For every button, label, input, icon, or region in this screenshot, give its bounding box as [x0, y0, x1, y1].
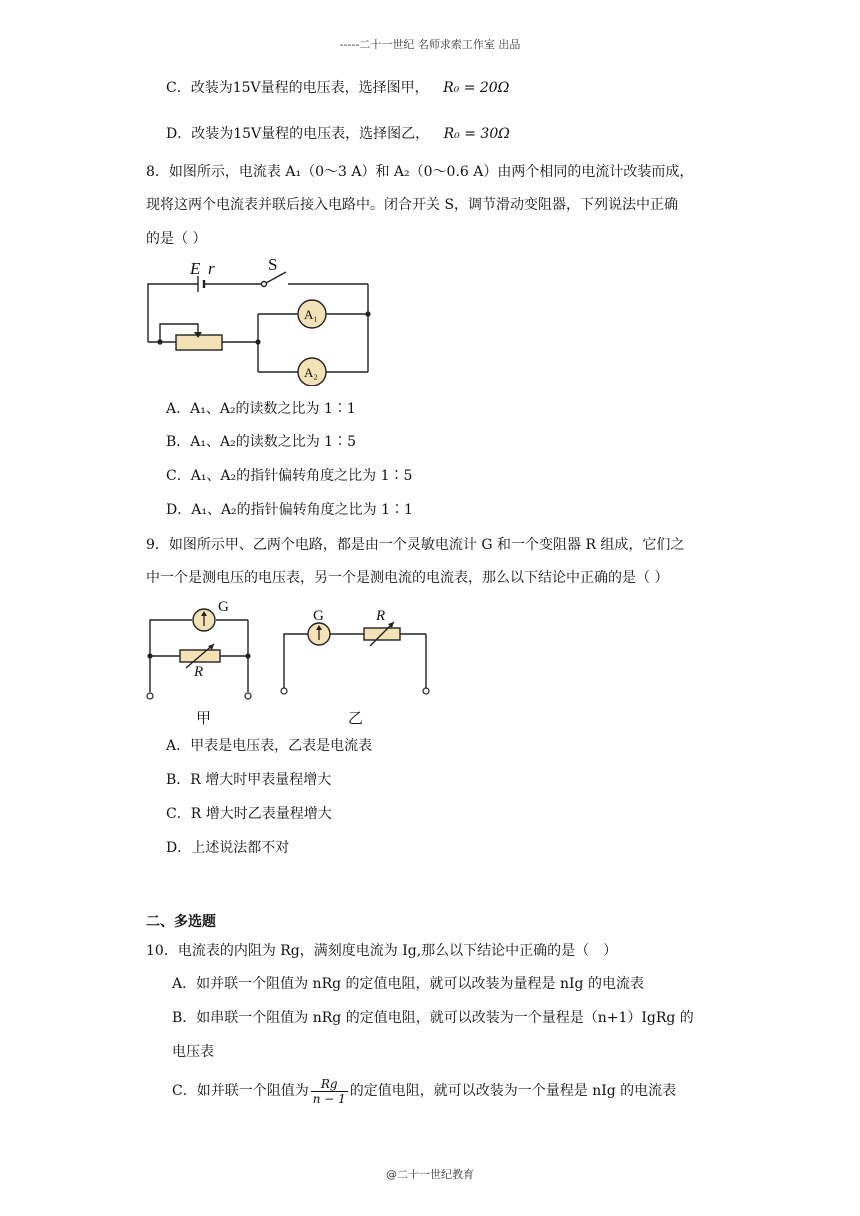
page-footer: @二十一世纪教育: [386, 1168, 474, 1181]
q7-option-d-formula: R₀ = 30Ω: [443, 126, 510, 142]
q7-option-d: [166, 124, 510, 144]
q8-option-c: C．A₁、A₂的指针偏转角度之比为 1∶5: [166, 468, 413, 484]
label-r: r: [208, 259, 215, 278]
galvanometer-g-label-jia: G: [218, 599, 229, 615]
circuit-yi-label: 乙: [348, 711, 364, 727]
label-s: S: [268, 256, 278, 274]
q8-option-d: D．A₁、A₂的指针偏转角度之比为 1∶1: [166, 502, 413, 518]
q7-option-c: [166, 78, 509, 98]
q9-option-b: B．R 增大时甲表量程增大: [166, 772, 332, 788]
circuit-jia-label: 甲: [196, 711, 212, 727]
q10-option-c: [172, 1071, 676, 1111]
q8-option-a: A．A₁、A₂的读数之比为 1∶1: [166, 401, 356, 417]
ammeter-a1-label: A₁: [304, 307, 318, 322]
q10-option-c-after: 的定值电阻，就可以改装为一个量程是 nIg 的电流表: [349, 1083, 677, 1099]
q8-stem-line-2: 现将这两个电流表并联后接入电路中。闭合开关 S，调节滑动变阻器，下列说法中正确: [146, 197, 679, 213]
q9-stem-line-2: 中一个是测电压的电压表，另一个是测电流的电流表，那么以下结论中正确的是（ ）: [146, 570, 669, 586]
q9-stem-line-1: 9．如图所示甲、乙两个电路，都是由一个灵敏电流计 G 和一个变阻器 R 组成，它们之: [146, 537, 685, 553]
q9-option-d: D．上述说法都不对: [166, 840, 290, 856]
q10-option-a: A．如并联一个阻值为 nRg 的定值电阻，就可以改装为量程是 nIg 的电流表: [172, 976, 644, 992]
q8-option-b: B．A₁、A₂的读数之比为 1∶5: [166, 434, 356, 450]
resistor-r-label-yi: R: [376, 608, 386, 624]
q7-option-d-text: 改装为15V量程的电压表，选择图乙，: [191, 126, 430, 142]
q10-stem: 10．电流表的内阻为 Rg，满刻度电流为 Ig,那么以下结论中正确的是（ ）: [146, 943, 618, 959]
label-e: E: [190, 259, 201, 278]
q7-option-d-letter: D．: [166, 126, 192, 142]
q8-stem-line-1: 8．如图所示，电流表 A₁（0～3 A）和 A₂（0～0.6 A）由两个相同的电流计改装而成，: [146, 164, 694, 180]
page-header: -----二十一世纪 名师求索工作室 出品: [339, 38, 521, 51]
q8-circuit-diagram: [140, 256, 380, 386]
q10-option-c-before: C．如并联一个阻值为: [172, 1083, 309, 1099]
section-heading: 二、多选题: [146, 914, 216, 930]
q9-option-c: C．R 增大时乙表量程增大: [166, 806, 332, 822]
galvanometer-g-label-yi: G: [313, 608, 324, 624]
q7-option-c-formula: R₀ = 20Ω: [443, 80, 510, 96]
fraction-numerator: Rg: [311, 1077, 348, 1092]
q9-option-a: A．甲表是电压表，乙表是电流表: [166, 738, 373, 754]
q7-option-c-text: 改装为15V量程的电压表，选择图甲，: [190, 80, 429, 96]
resistor-r-label-jia: R: [194, 664, 204, 680]
ammeter-a2-label: A₂: [304, 365, 318, 380]
q8-stem-line-3: 的是（ ）: [146, 231, 207, 247]
q10-option-b-line-2: 电压表: [172, 1044, 214, 1060]
q7-option-c-letter: C．: [166, 80, 191, 96]
q9-circuit-diagrams: [140, 596, 440, 728]
q10-option-c-fraction: [311, 1077, 348, 1106]
q10-option-b-line-1: B．如串联一个阻值为 nRg 的定值电阻，就可以改装为一个量程是（n+1）IgRg 的: [172, 1010, 694, 1026]
fraction-denominator: n − 1: [312, 1091, 346, 1106]
